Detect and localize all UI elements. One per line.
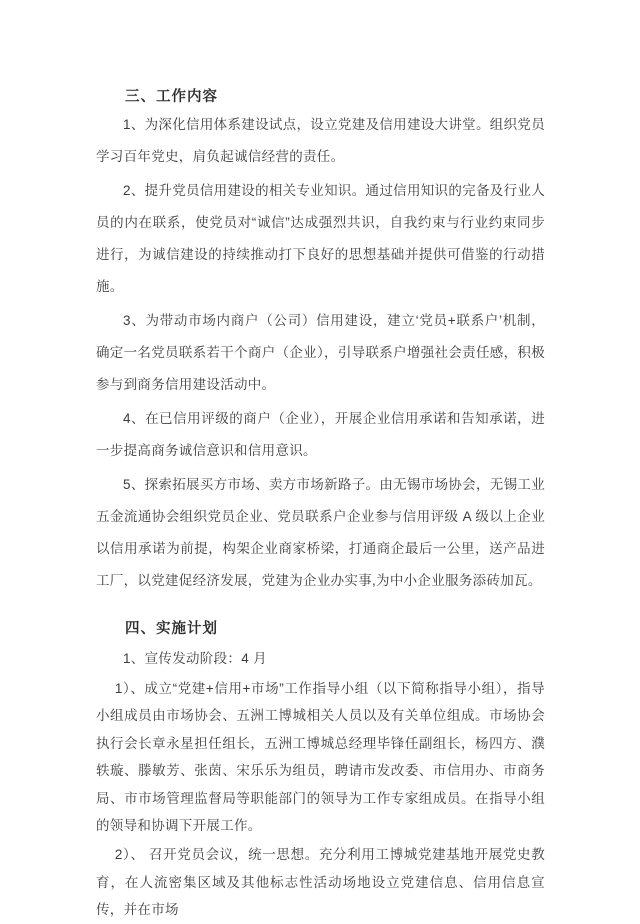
paragraph-work-item-1: 1、为深化信用体系建设试点，设立党建及信用建设大讲堂。组织党员学习百年党史，肩负起诚信经营的责任。 (96, 117, 545, 164)
heading-work-content: 三、工作内容 (125, 89, 218, 105)
paragraph-plan-step-1: 1）、成立“党建+信用+市场”工作指导小组（以下简称指导小组），指导小组成员由市场协会、五洲工博城相关人员以及有关单位组成。市场协会执行会长章永星担任组长，五洲工博城总经理毕锋任副组长，杨四方、濮轶璇、滕敏芳、张茵、宋乐乐为组员，聘请市发改委、市信用办、市商务局、市市场管理监督局等职能部门的领导为工作专家组成员。在指导小组的领导和协调下开展工作。 (96, 681, 545, 834)
heading-implementation-plan: 四、实施计划 (125, 621, 218, 637)
section-implementation-plan (96, 620, 545, 924)
paragraph-work-item-5: 5、探索拓展买方市场、卖方市场新路子。由无锡市场协会，无锡工业五金流通协会组织党员企业、党员联系户企业参与信用评级 A 级以上企业以信用承诺为前提，构架企业商家桥梁，打通商企最后一公里，送产品进工厂，以党建促经济发展，党建为企业办实事,为中小企业服务添砖加瓦。 (96, 477, 545, 588)
paragraph-plan-stage-1: 1、宣传发动阶段：4 月 (123, 651, 267, 666)
section-work-content (96, 88, 545, 597)
paragraph-plan-step-2: 2）、 召开党员会议，统一思想。充分利用工博城党建基地开展党史教育，在人流密集区域及其他标志性活动场地设立党建信息、信用信息宣传，并在市场 (96, 847, 545, 918)
paragraph-work-item-4: 4、在已信用评级的商户（企业），开展企业信用承诺和告知承诺，进一步提高商务诚信意识和信用意识。 (96, 411, 545, 458)
paragraph-work-item-2: 2、提升党员信用建设的相关专业知识。通过信用知识的完备及行业人员的内在联系，使党员对“诚信”达成强烈共识，自我约束与行业约束同步进行，为诚信建设的持续推动打下良好的思想基础并提供可借鉴的行动措施。 (96, 183, 545, 294)
paragraph-work-item-3: 3、为带动市场内商户（公司）信用建设，建立‘党员+联系户’机制，确定一名党员联系若干个商户（企业），引导联系户增强社会责任感，积极参与到商务信用建设活动中。 (96, 313, 545, 392)
